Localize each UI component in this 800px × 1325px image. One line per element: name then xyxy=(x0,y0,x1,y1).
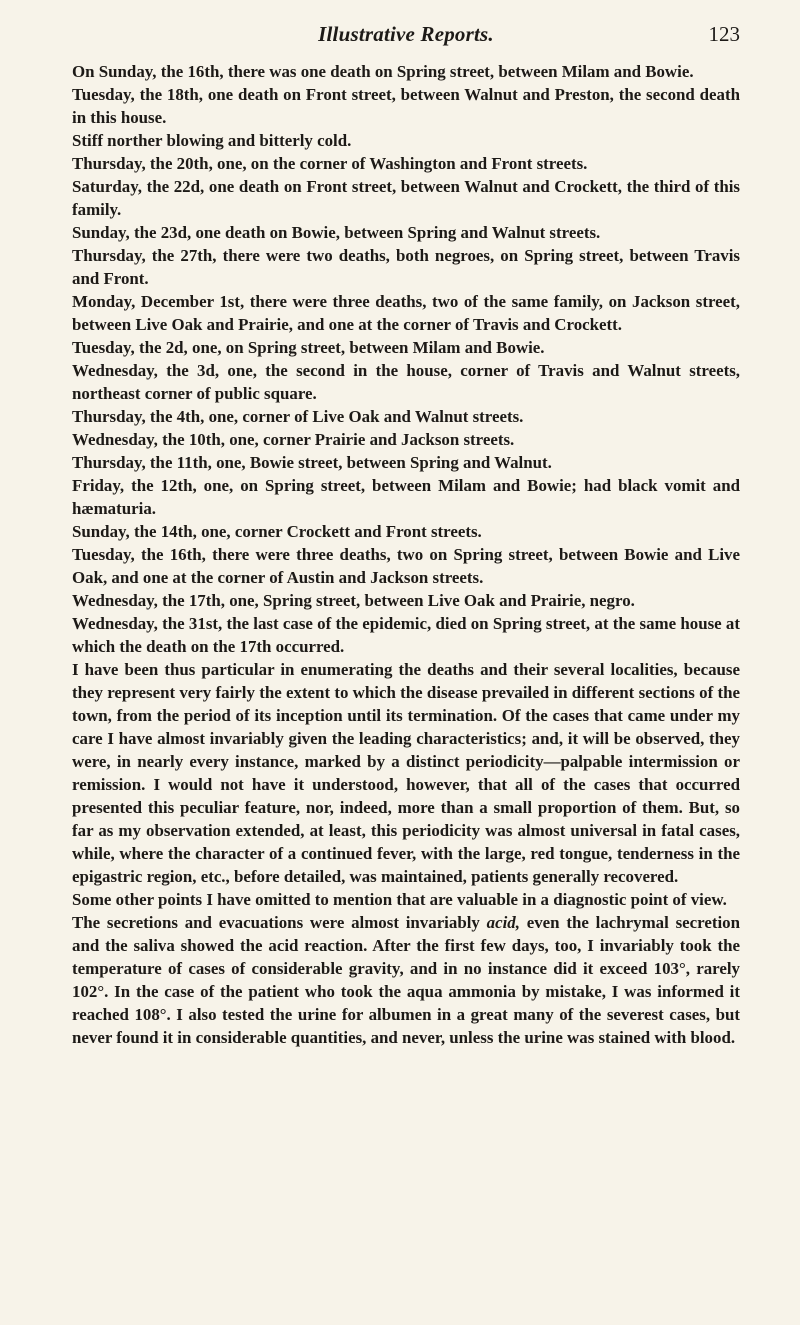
paragraph: Saturday, the 22d, one death on Front street, between Walnut and Crockett, the third of this family. xyxy=(72,177,740,219)
running-head xyxy=(72,16,740,52)
paragraph: Thursday, the 4th, one, corner of Live Oak and Walnut streets. xyxy=(72,407,524,426)
paragraph: Tuesday, the 2d, one, on Spring street, between Milam and Bowie. xyxy=(72,338,545,357)
paragraph: Friday, the 12th, one, on Spring street, between Milam and Bowie; had black vomit and hæmaturia. xyxy=(72,476,740,518)
paragraph: Thursday, the 27th, there were two deaths, both negroes, on Spring street, between Travis and Front. xyxy=(72,246,740,288)
paragraph: Stiff norther blowing and bitterly cold. xyxy=(72,131,352,150)
last-paragraph xyxy=(72,911,740,1049)
paragraph: Thursday, the 20th, one, on the corner of Washington and Front streets. xyxy=(72,154,588,173)
body-text xyxy=(72,60,740,1049)
paragraph: On Sunday, the 16th, there was one death on Spring street, between Milam and Bowie. xyxy=(72,62,694,81)
paragraph: Sunday, the 14th, one, corner Crockett and Front streets. xyxy=(72,522,482,541)
running-title: Illustrative Reports. xyxy=(318,22,494,46)
paragraph: Thursday, the 11th, one, Bowie street, between Spring and Walnut. xyxy=(72,453,552,472)
paragraph: I have been thus particular in enumerating the deaths and their several localities, because they represent very fairly the extent to which the disease prevailed in different sections of the town, from the period of its inception until its termination. Of the cases that came under my care I have almost invariably given the leading characteristics; and, it will be observed, they were, in nearly every instance, marked by a distinct periodicity—palpable intermission or remission. I would not have it understood, however, that all of the cases that occurred presented this peculiar feature, nor, indeed, more than a small proportion of them. But, so far as my observation extended, at least, this periodicity was almost universal in fatal cases, while, where the character of a continued fever, with the large, red tongue, tenderness in the epigastric region, etc., before detailed, was maintained, patients generally recovered. xyxy=(72,660,740,886)
paragraph: Sunday, the 23d, one death on Bowie, between Spring and Walnut streets. xyxy=(72,223,601,242)
paragraph: Wednesday, the 10th, one, corner Prairie and Jackson streets. xyxy=(72,430,515,449)
page-number: 123 xyxy=(708,22,740,46)
emphasis-text: acid, xyxy=(486,913,520,932)
text-run: even the lachrymal secretion and the saliva showed the acid reaction. After the first few days, too, I invariably took the temperature of cases of considerable gravity, and in no instance did it exceed 103°, rarely 102°. In the case of the patient who took the aqua ammonia by mistake, I was informed it reached 108°. I also tested the urine for albumen in a great many of the severest cases, but never found it in considerable quantities, and never, unless the urine was stained with blood. xyxy=(72,913,740,1047)
paragraph: Tuesday, the 16th, there were three deaths, two on Spring street, between Bowie and Live Oak, and one at the corner of Austin and Jackson streets. xyxy=(72,545,740,587)
text-run: The secretions and evacuations were almost invariably xyxy=(72,913,487,932)
paragraph: Wednesday, the 31st, the last case of the epidemic, died on Spring street, at the same house at which the death on the 17th occurred. xyxy=(72,614,740,656)
paragraph: Monday, December 1st, there were three deaths, two of the same family, on Jackson street, between Live Oak and Prairie, and one at the corner of Travis and Crockett. xyxy=(72,292,740,334)
paragraph: Some other points I have omitted to mention that are valuable in a diagnostic point of view. xyxy=(72,890,727,909)
paragraph: Wednesday, the 3d, one, the second in the house, corner of Travis and Walnut streets, northeast corner of public square. xyxy=(72,361,740,403)
paragraph: Wednesday, the 17th, one, Spring street, between Live Oak and Prairie, negro. xyxy=(72,591,635,610)
paragraph: Tuesday, the 18th, one death on Front street, between Walnut and Preston, the second death in this house. xyxy=(72,85,740,127)
